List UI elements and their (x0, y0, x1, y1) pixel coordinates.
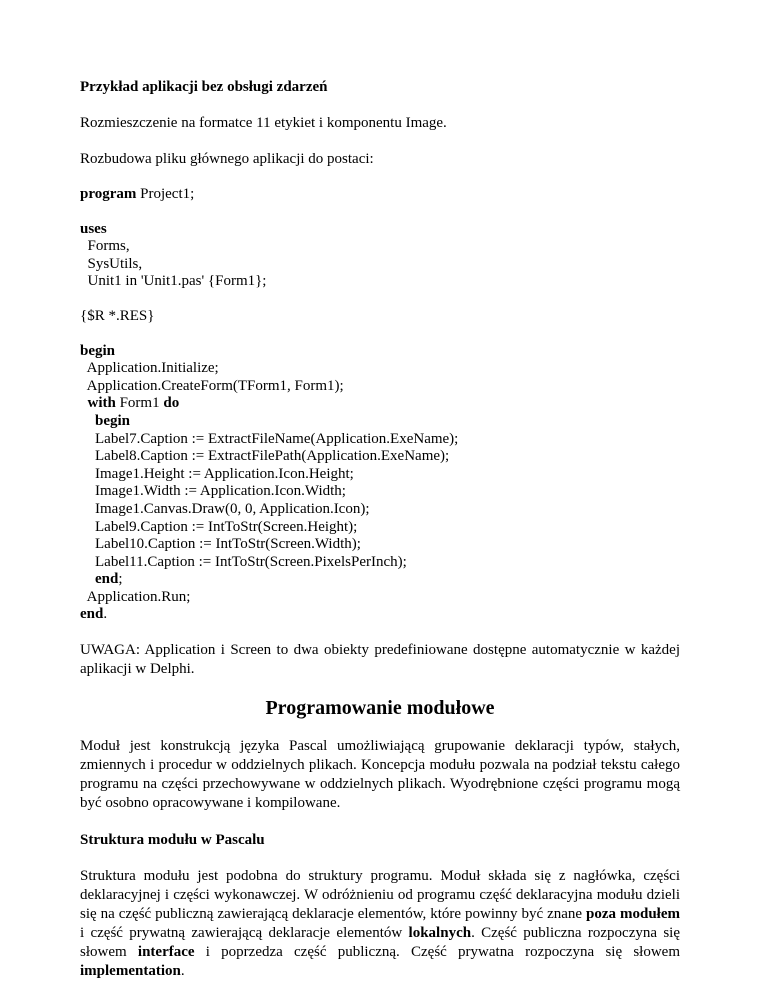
code-program-line: program Project1; (80, 186, 195, 202)
paragraph-main-file: Rozbudowa pliku głównego aplikacji do postaci: (80, 151, 374, 167)
module-structure-paragraph: Struktura modułu jest podobna do struktury programu. Moduł składa się z nagłówka, części deklaracyjnej i części wykonawczej. W odróżnieniu od programu część deklaracyjna modułu dzieli się na część publiczną zawierającą deklaracje elementów, które powinny być znane poza modułem i część prywatną zawierającą deklaracje elementów lokalnych. Część publiczna rozpoczyna się słowem interface i poprzedza część publiczną. Część prywatna rozpoczyna się słowem implementation. (80, 868, 681, 980)
code-uses-block: uses Forms, SysUtils, Unit1 in 'Unit1.pas' {Form1}; (80, 220, 267, 290)
module-intro-paragraph: Moduł jest konstrukcją języka Pascal umożliwiającą grupowanie deklaracji typów, stałych, zmiennych i procedur w oddzielnych plikach. Koncepcja modułu pozwala na podział tekstu całego programu na części przechowywane w oddzielnych plikach. Wyodrębnione części programu mogą być osobno opracowywane i kompilowane. (80, 738, 680, 812)
section-title: Programowanie modułowe (265, 697, 495, 720)
code-res-directive: {$R *.RES} (80, 307, 155, 324)
code-main-block: begin Application.Initialize; Application.CreateForm(TForm1, Form1); with Form1 do begin Label7.Caption := ExtractFileName(Application.ExeName); Label8.Caption := ExtractFilePath(Application.ExeName); Image1.Height := Application.Icon.Height; Image1.Width := Application.Icon.Width; Image1.Canvas.Draw(0, 0, Application.Icon); Label9.Caption := IntToStr(Screen.Height); Label10.Caption := IntToStr(Screen.Width); Label11.Caption := IntToStr(Screen.PixelsPerInch); end; Application.Run; end. (80, 342, 459, 623)
note-paragraph: UWAGA: Application i Screen to dwa obiekty predefiniowane dostępne automatycznie w każdej aplikacji w Delphi. (80, 642, 680, 678)
document-page (80, 78, 680, 981)
paragraph-labels: Rozmieszczenie na formatce 11 etykiet i komponentu Image. (80, 115, 447, 131)
example-heading: Przykład aplikacji bez obsługi zdarzeń (80, 79, 328, 95)
subsection-title: Struktura modułu w Pascalu (80, 832, 265, 849)
